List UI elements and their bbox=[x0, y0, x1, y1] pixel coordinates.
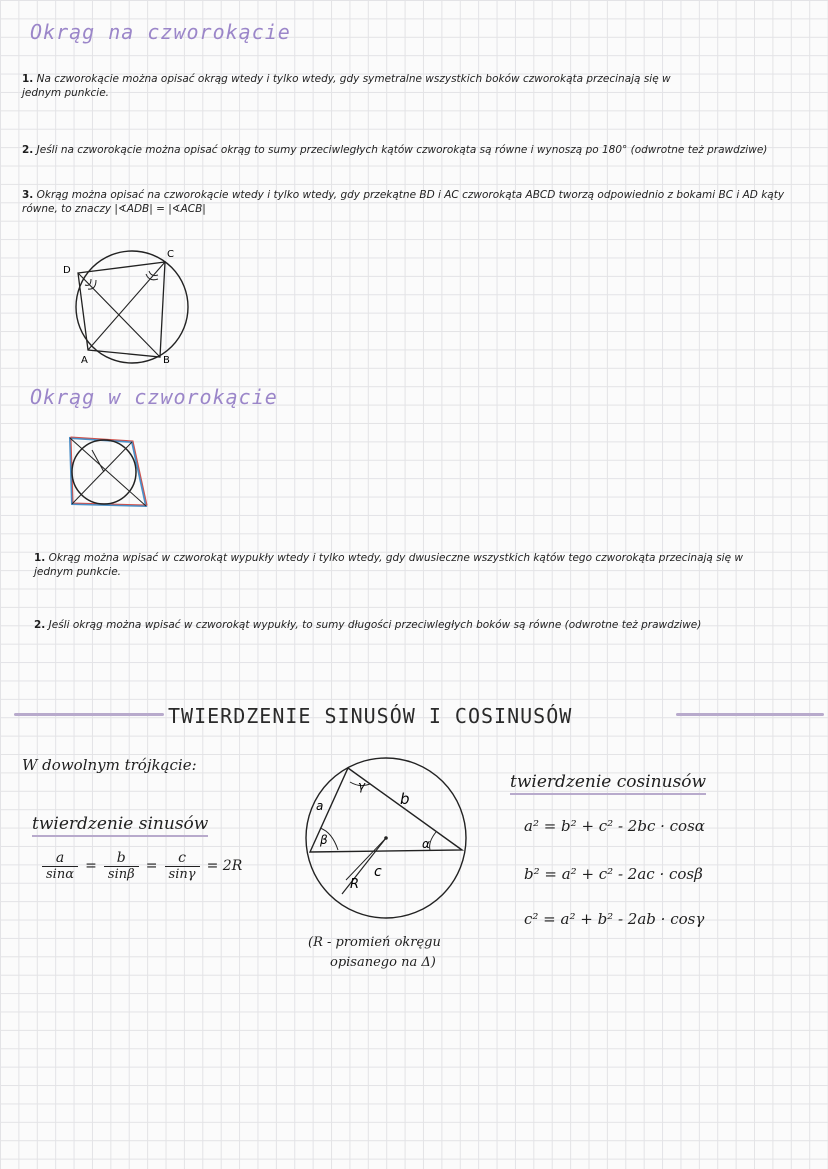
section1-item-3: 3. Okrąg można opisać na czworokącie wtedy i tylko wtedy, gdy przekątne BD i AC czworokąta ABCD tworzą odpowiednio z bokami BC i AD kąty równe, to znaczy |∢ADB| = |∢ACB| bbox=[22, 189, 785, 215]
cosine-formula-a: a² = b² + c² - 2bc · cosα bbox=[524, 817, 705, 835]
section3-title: TWIERDZENIE SINUSÓW I COSINUSÓW bbox=[168, 704, 573, 728]
divider-right bbox=[676, 713, 824, 716]
label-alpha: α bbox=[422, 837, 430, 851]
section2-item-2: 2. Jeśli okrąg można wpisać w czworokąt wypukły, to sumy długości przeciwległych boków są równe (odwrotne też prawdziwe) bbox=[34, 619, 702, 631]
section2-heading: Okrąg w czworokącie bbox=[30, 385, 278, 409]
figure-caption-line1: (R - promień okręgu bbox=[308, 935, 441, 950]
section1-item-2: 2. Jeśli na czworokącie można opisać okrąg to sumy przeciwległych kątów czworokąta są równe i wynoszą po 180° (odwrotne też prawdziwe) bbox=[22, 144, 768, 156]
section3-intro: W dowolnym trójkącie: bbox=[22, 756, 197, 774]
label-beta: β bbox=[320, 833, 328, 847]
triangle-circumcircle-figure bbox=[296, 748, 471, 928]
divider-left bbox=[14, 713, 164, 716]
figure-caption-line2: opisanego na Δ) bbox=[330, 955, 436, 970]
label-side-c: c bbox=[374, 864, 382, 880]
cyclic-quadrilateral-figure bbox=[55, 245, 205, 365]
sine-result: = 2R bbox=[206, 858, 243, 874]
label-c: C bbox=[167, 249, 174, 260]
sine-fraction-a: $\frac{a}{\sin\alpha}$ bbox=[42, 850, 78, 882]
section1-heading: Okrąg na czworokącie bbox=[30, 20, 291, 44]
cosine-formula-c: c² = a² + b² - 2ab · cosγ bbox=[524, 910, 705, 928]
sine-theorem-formula: $\frac{a}{\sin\alpha}$ = $\frac{b}{\sin\beta}$ = $\frac{c}{\sin\gamma}$ = 2R bbox=[40, 850, 242, 882]
cosine-formula-b: b² = a² + c² - 2ac · cosβ bbox=[524, 865, 703, 883]
sine-fraction-c: $\frac{c}{\sin\gamma}$ bbox=[165, 850, 200, 882]
label-gamma: γ bbox=[358, 779, 366, 793]
section1-item-1: 1. Na czworokącie można opisać okrąg wtedy i tylko wtedy, gdy symetralne wszystkich boków czworokąta przecinają się w jednym punkcie. bbox=[22, 73, 671, 99]
sine-fraction-b: $\frac{b}{\sin\beta}$ bbox=[104, 850, 139, 882]
label-a: A bbox=[81, 355, 88, 365]
sine-theorem-heading: twierdzenie sinusów bbox=[32, 814, 208, 837]
label-side-b: b bbox=[400, 790, 410, 808]
label-d: D bbox=[63, 265, 71, 276]
label-side-a: a bbox=[316, 799, 324, 813]
section2-item-1: 1. Okrąg można wpisać w czworokąt wypukły wtedy i tylko wtedy, gdy dwusieczne wszystkich kątów tego czworokąta przecinają się w jednym punkcie. bbox=[34, 552, 743, 578]
cosine-theorem-heading: twierdzenie cosinusów bbox=[510, 772, 706, 795]
label-b: B bbox=[163, 355, 170, 365]
label-radius: R bbox=[350, 877, 360, 892]
tangential-quadrilateral-figure bbox=[62, 428, 154, 512]
